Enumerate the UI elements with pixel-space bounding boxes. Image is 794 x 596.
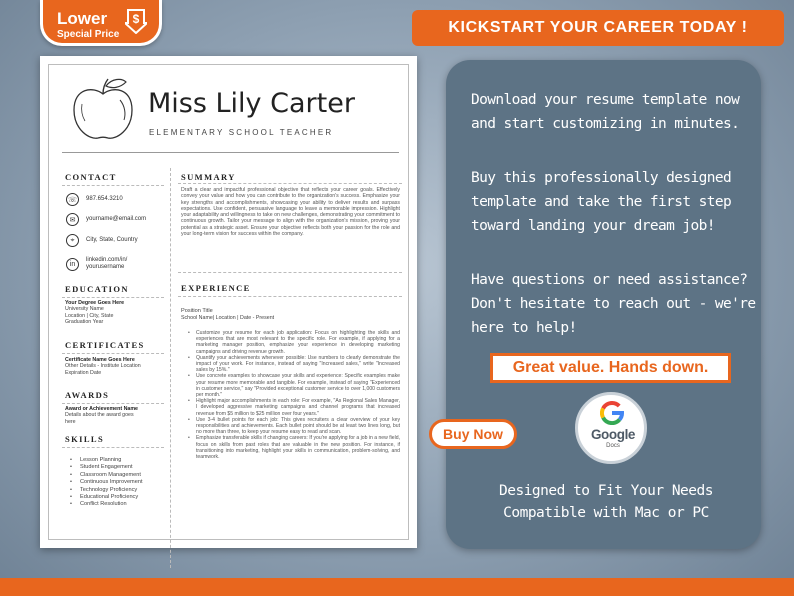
certificate-name: Certificate Name Goes Here: [65, 357, 135, 363]
dollar-down-icon: [125, 8, 147, 34]
education-heading: EDUCATION: [65, 284, 129, 294]
experience-heading: EXPERIENCE: [181, 283, 251, 293]
contact-divider: [62, 185, 164, 186]
contact-email-text: yourname@email.com: [86, 216, 147, 222]
experience-position: Position Title: [181, 308, 213, 314]
contact-location: [66, 234, 138, 247]
svg-text:$: $: [132, 12, 140, 26]
certificates-divider: [62, 353, 164, 354]
experience-bullets: [196, 330, 400, 460]
compatibility-text: [471, 480, 741, 524]
bottom-band: [0, 578, 794, 596]
certificates-heading: CERTIFICATES: [65, 340, 145, 350]
skills-divider: [62, 447, 164, 448]
card-buy-text: Buy this professionally designed template and take the first step toward landing your dream job!: [471, 170, 732, 234]
summary-heading: SUMMARY: [181, 172, 236, 182]
certificate-date: Expiration Date: [65, 369, 102, 376]
google-docs-badge: [575, 392, 647, 464]
skill-item: • Student Engagement: [80, 464, 143, 471]
summary-bottom-divider: [178, 272, 402, 273]
awards-divider: [62, 403, 164, 404]
contact-linkedin: [66, 257, 127, 271]
experience-bullet: • Quantify your achievements whenever possible: Use numbers to clearly demonstrate the impact of your work. For instance, instead of saying "Increased sales," write "Increased sales by 15%.": [196, 355, 400, 374]
skills-heading: SKILLS: [65, 434, 105, 444]
headline-banner: KICKSTART YOUR CAREER TODAY !: [412, 10, 784, 46]
education-date: Graduation Year: [65, 319, 104, 326]
linkedin-line2: yourusername: [86, 264, 125, 270]
awards-block: [65, 406, 138, 425]
badge-title: Lower: [57, 9, 108, 28]
google-wordmark: Google: [590, 427, 636, 442]
awards-heading: AWARDS: [65, 390, 110, 400]
skill-item: • Continuous Improvement: [80, 479, 143, 486]
education-location: Location | City, State: [65, 312, 114, 319]
linkedin-icon: in: [66, 258, 79, 271]
skills-list: [80, 457, 143, 509]
education-block: [65, 300, 124, 326]
resume-preview: [40, 56, 417, 548]
experience-bullet: • Customize your resume for each job application: Focus on highlighting the skills and experiences that are most relevant to the specific role. For example, if applying for a marketing manager position, emphasize your experience in developing marketing campaigns and driving revenue growth.: [196, 330, 400, 355]
great-value-label: Great value. Hands down.: [490, 353, 731, 383]
award-details-2: here: [65, 418, 76, 425]
skill-item: • Technology Proficiency: [80, 487, 143, 494]
linkedin-line1: linkedin.com/in/: [86, 257, 128, 263]
location-icon: ⌖: [66, 234, 79, 247]
experience-divider: [178, 296, 402, 297]
google-g-icon: [600, 401, 624, 425]
summary-divider: [178, 183, 402, 184]
email-icon: ✉: [66, 213, 79, 226]
resume-job-title: ELEMENTARY SCHOOL TEACHER: [149, 128, 334, 137]
apple-icon: [68, 74, 138, 144]
skill-item: • Lesson Planning: [80, 457, 143, 464]
fit-line-2: Compatible with Mac or PC: [503, 505, 709, 521]
badge-subtitle: Special Price: [57, 29, 120, 40]
education-divider: [62, 297, 164, 298]
google-docs-label: Docs: [606, 443, 620, 449]
experience-school: School Name| Location | Date - Present: [181, 315, 275, 321]
experience-bullet: • Use 3-4 bullet points for each job: This gives recruiters a clear overview of your key responsibilities and achievements. Each bullet point should be at least two lines long, but no more than three, to keep your resume easy to read and scan.: [196, 417, 400, 436]
education-degree: Your Degree Goes Here: [65, 300, 125, 306]
resume-name: Miss Lily Carter: [148, 88, 355, 119]
contact-phone: [66, 193, 123, 206]
education-university: University Name: [65, 306, 104, 313]
contact-linkedin-text: [86, 257, 127, 271]
phone-icon: ☏: [66, 193, 79, 206]
skill-item: • Classroom Management: [80, 472, 143, 479]
skill-item: • Conflict Resolution: [80, 501, 143, 508]
card-download-text: Download your resume template now and start customizing in minutes.: [471, 92, 740, 132]
experience-bullet: • Use concrete examples to showcase your skills and experience: Specific examples make your resume more memorable and tangible. For example, instead of saying "Experienced in customer service," say "Provided exceptional customer service to over 1,000 customers per month.": [196, 373, 400, 398]
fit-line-1: Designed to Fit Your Needs: [499, 483, 713, 499]
card-questions-text: Have questions or need assistance? Don't hesitate to reach out - we're here to help!: [471, 272, 756, 336]
award-name: Award or Achievement Name: [65, 406, 139, 412]
certificates-block: [65, 357, 141, 376]
buy-now-button[interactable]: Buy Now: [429, 419, 517, 449]
experience-bullet: • Highlight major accomplishments in each role: For example, "As Regional Sales Manager, I developed aggressive marketing campaigns and channel programs that increased revenue from $5 million to $25 million over four years.": [196, 398, 400, 417]
contact-email: [66, 213, 146, 226]
experience-bullet: • Emphasize transferable skills if changing careers: If you're applying for a job in a new field, focus on skills from past roles that are valuable in the new position. For instance, if transitioning into marketing, highlight your skills in communication, problem-solving, and teamwork.: [196, 435, 400, 460]
header-divider: [62, 152, 399, 153]
contact-heading: CONTACT: [65, 172, 117, 182]
summary-text: Draft a clear and impactful professional objective that reflects your career goals. Effectively convey your value and how you can contribute to the organization's success. Emphasize your key strengths and accomplishments, showcasing your ability to deliver results and surpass expectations. Use confident, persuasive language to leave a memorable impression. Highlight your adaptability and willingness to take on new challenges, demonstrating your commitment to continuous growth. Tailor your message to align with the organization's mission, proving your potential as a strategic asset. Ensure your objective reflects both your passion for the role and your long-term vision for success within the company.: [181, 187, 400, 238]
contact-phone-text: 987.654.3210: [86, 196, 123, 202]
lower-price-badge: [40, 0, 162, 46]
certificate-details: Other Details - Institute Location: [65, 363, 141, 370]
award-details-1: Details about the award goes: [65, 412, 134, 419]
column-divider: [170, 168, 171, 568]
skill-item: • Educational Proficiency: [80, 494, 143, 501]
contact-location-text: City, State, Country: [86, 237, 138, 243]
